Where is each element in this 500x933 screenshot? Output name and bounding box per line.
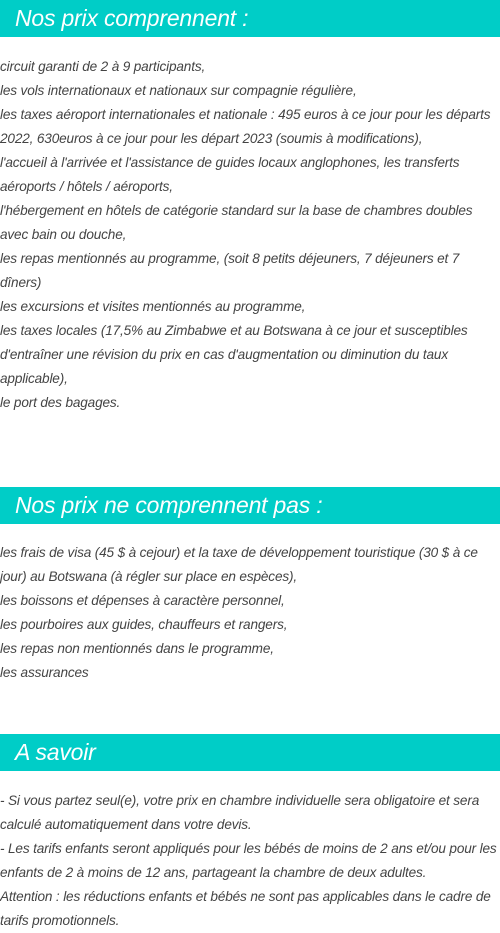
list-item: les repas mentionnés au programme, (soit 8 petits déjeuners, 7 déjeuners et 7 dîners): [0, 251, 460, 290]
section-header-good-to-know: A savoir: [0, 734, 500, 771]
list-item: les frais de visa (45 $ à cejour) et la taxe de développement touristique (30 $ à ce jour) au Botswana (à régler sur place en espèces),: [0, 545, 478, 584]
list-item: circuit garanti de 2 à 9 participants,: [0, 59, 206, 74]
section-header-included: Nos prix comprennent :: [0, 0, 500, 37]
list-item: les taxes locales (17,5% au Zimbabwe et au Botswana à ce jour et susceptibles d'entraîner une révision du prix en cas d'augmentation ou diminution du taux applicable),: [0, 323, 468, 386]
list-item: les taxes aéroport internationales et nationale : 495 euros à ce jour pour les départs 2022, 630euros à ce jour pour les départ 2023 (soumis à modifications),: [0, 107, 491, 146]
list-item: les excursions et visites mentionnés au programme,: [0, 299, 306, 314]
list-item: les boissons et dépenses à caractère personnel,: [0, 593, 285, 608]
list-item: les vols internationaux et nationaux sur compagnie régulière,: [0, 83, 357, 98]
list-item: les pourboires aux guides, chauffeurs et rangers,: [0, 617, 288, 632]
list-item: les repas non mentionnés dans le programme,: [0, 641, 274, 656]
list-item: l'hébergement en hôtels de catégorie standard sur la base de chambres doubles avec bain ou douche,: [0, 203, 473, 242]
list-item: - Si vous partez seul(e), votre prix en chambre individuelle sera obligatoire et sera calculé automatiquement dans votre devis.: [0, 793, 480, 832]
included-list: [0, 55, 500, 415]
list-item: le port des bagages.: [0, 395, 121, 410]
section-header-not-included: Nos prix ne comprennent pas :: [0, 487, 500, 524]
list-item: Attention : les réductions enfants et bébés ne sont pas applicables dans le cadre de tarifs promotionnels.: [0, 889, 491, 928]
list-item: l'accueil à l'arrivée et l'assistance de guides locaux anglophones, les transferts aéroports / hôtels / aéroports,: [0, 155, 460, 194]
list-item: - Les tarifs enfants seront appliqués pour les bébés de moins de 2 ans et/ou pour les enfants de 2 à moins de 12 ans, partageant la chambre de deux adultes.: [0, 841, 497, 880]
not-included-list: [0, 541, 500, 685]
good-to-know-list: [0, 789, 500, 933]
list-item: les assurances: [0, 665, 89, 680]
